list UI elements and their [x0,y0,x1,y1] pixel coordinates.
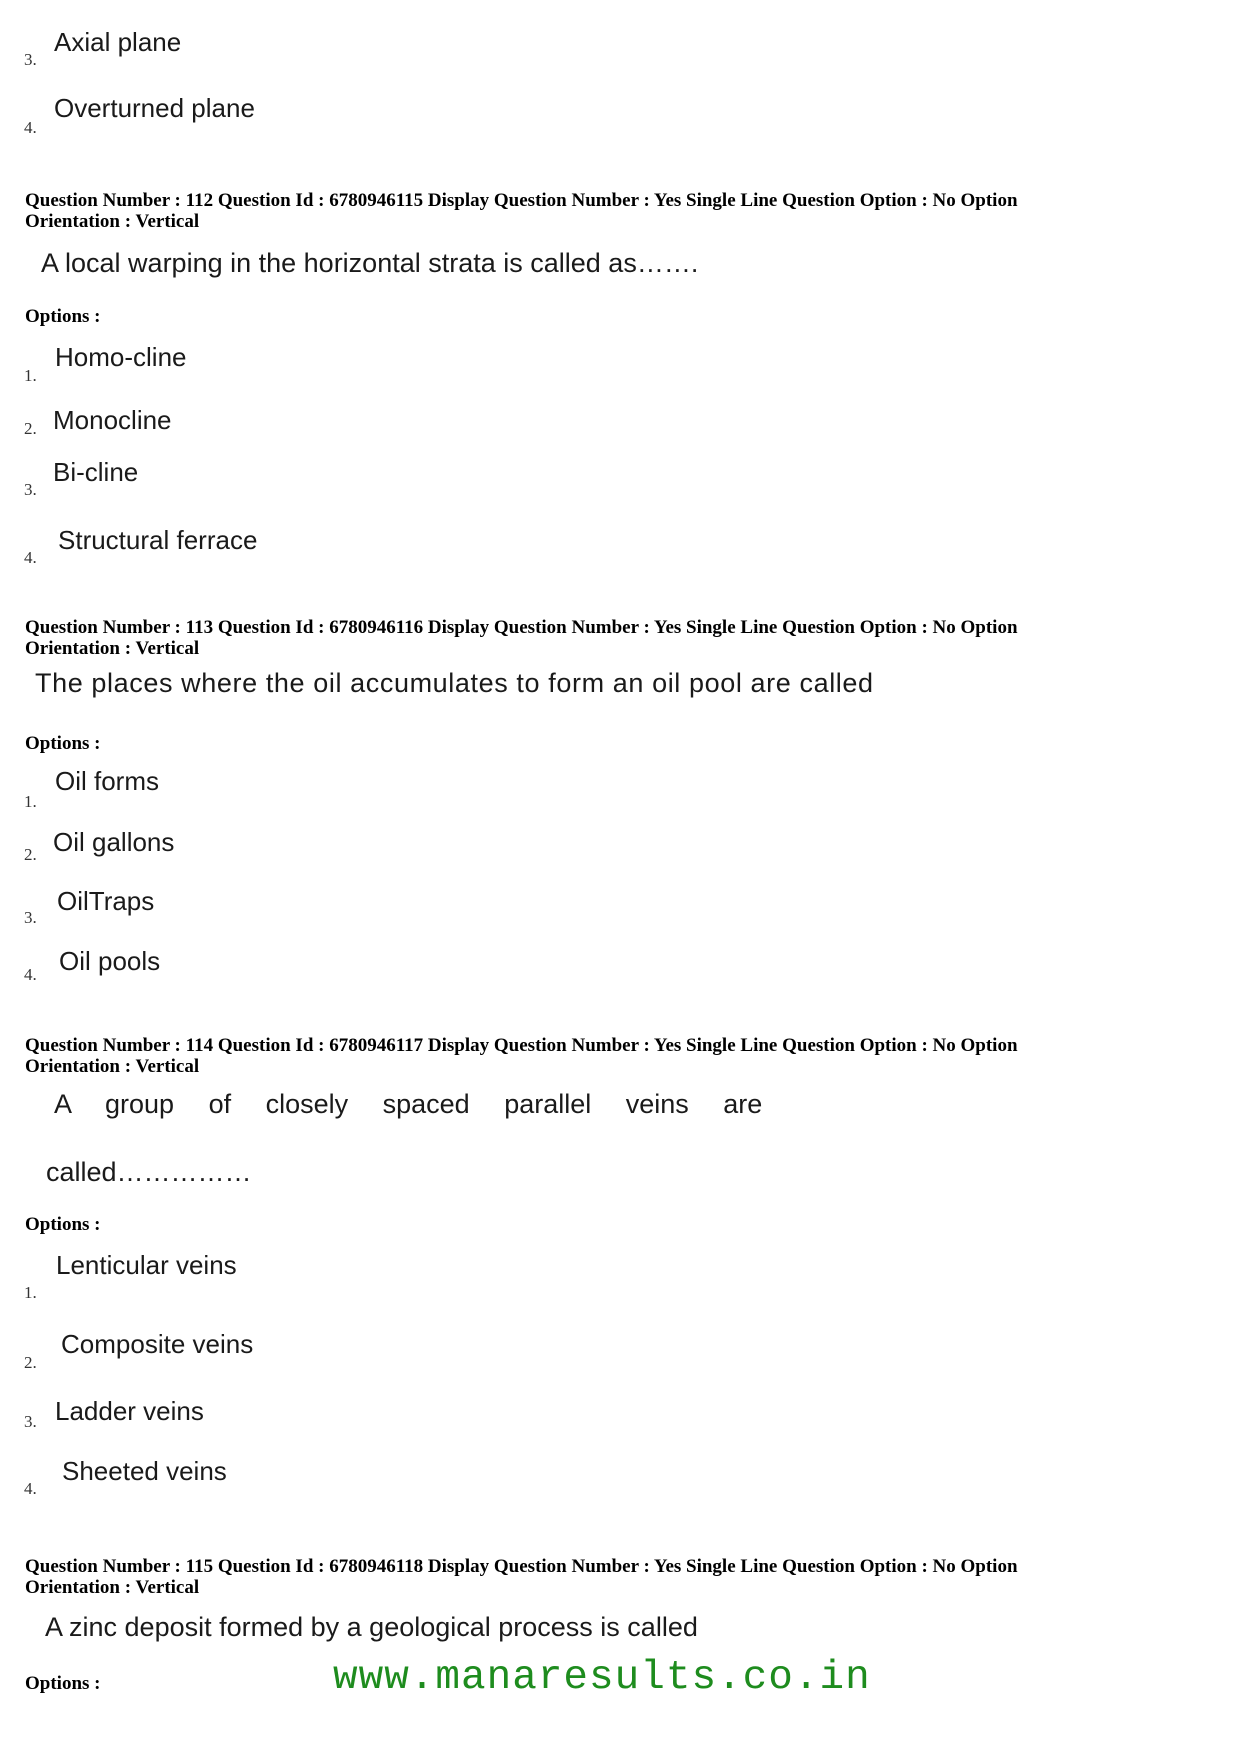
option-number: 4. [24,1479,37,1498]
question-meta-line: Orientation : Vertical [25,1577,200,1598]
option-number: 2. [24,1353,37,1372]
question-meta [25,1556,1195,1598]
option-number: 4. [24,118,37,137]
question-text-line: A group of closely spaced parallel veins are [54,1089,763,1119]
option-text: Ladder veins [55,1396,204,1426]
question-text-line: called…………… [46,1157,252,1187]
question-meta-line: Question Number : 112 Question Id : 6780946115 Display Question Number : Yes Single Line Question Option : No Option [25,190,1018,211]
question-meta-line: Orientation : Vertical [25,211,200,232]
question-meta-line: Question Number : 113 Question Id : 6780946116 Display Question Number : Yes Single Line Question Option : No Option [25,617,1018,638]
question-meta [25,1035,1195,1077]
option-text: Overturned plane [54,93,255,123]
option-text: Oil pools [59,946,161,976]
question-meta-line: Question Number : 115 Question Id : 6780946118 Display Question Number : Yes Single Line Question Option : No Option [25,1556,1018,1577]
option-number: 2. [24,419,37,438]
options-label: Options : [25,1673,101,1694]
question-meta [25,617,1195,659]
watermark-link: www.manaresults.co.in [333,1655,871,1701]
option-text: Monocline [53,405,172,435]
option-text: Lenticular veins [56,1250,237,1280]
question-meta-line: Question Number : 114 Question Id : 6780946117 Display Question Number : Yes Single Line Question Option : No Option [25,1035,1018,1056]
option-text: Oil forms [55,766,159,796]
options-label: Options : [25,733,101,754]
option-text: OilTraps [57,886,155,916]
option-number: 3. [24,480,37,499]
option-number: 4. [24,548,37,567]
options-label: Options : [25,306,101,327]
option-number: 3. [24,908,37,927]
option-number: 2. [24,845,37,864]
question-text: A zinc deposit formed by a geological process is called [45,1612,698,1642]
option-text: Oil gallons [53,827,175,857]
option-number: 1. [24,1283,37,1302]
question-text: A local warping in the horizontal strata is called as……. [41,248,699,278]
options-label: Options : [25,1214,101,1235]
option-text: Structural ferrace [58,525,258,555]
option-text: Homo-cline [55,342,187,372]
option-number: 4. [24,965,37,984]
option-text: Axial plane [54,27,182,57]
question-meta-line: Orientation : Vertical [25,1056,200,1077]
option-number: 3. [24,1412,37,1431]
option-text: Sheeted veins [62,1456,227,1486]
option-text: Composite veins [61,1329,254,1359]
question-meta-line: Orientation : Vertical [25,638,200,659]
option-text: Bi-cline [53,457,139,487]
question-meta [25,190,1195,232]
option-number: 1. [24,792,37,811]
option-number: 1. [24,366,37,385]
question-text: The places where the oil accumulates to form an oil pool are called [35,668,874,698]
option-number: 3. [24,50,37,69]
